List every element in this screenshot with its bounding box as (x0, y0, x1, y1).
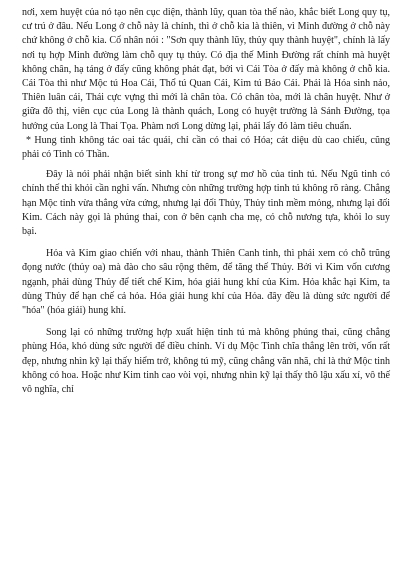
paragraph-2-note: * Hung tinh không tác oai tác quái, chỉ cần có thai có Hóa; cát diệu dù cao chiếu, cũng phải có Tinh có Thần. (22, 134, 390, 161)
paragraph-4: Hỏa và Kim giao chiến với nhau, thành Thiên Canh tinh, thì phải xem có chỗ trũng đọng nước (thủy oa) mà đào cho sâu rộng thêm, để tăng thế Thủy. Bởi vì Kim vốn cương ngạnh, phải dùng Thủy để tiết chế Kim, hóa giải hung khí của Kim. Hỏa khắc hại Kim, ta dùng Thủy để hạn chế cả hỏa. Hóa giải hung khí của Hỏa. đây đều là dùng sức người để "hóa" (hóa giải) hung khí. (22, 248, 390, 317)
document-page (22, 6, 390, 397)
paragraph-3: Đây là nói phải nhận biết sinh khí từ trong sự mơ hồ của tinh tú. Nếu Ngũ tinh có chính thế thì khỏi cần nghi vấn. Nhưng còn những trường hợp tinh tú không rõ ràng. Chẳng hạn Mộc tinh vừa thẳng vừa cứng, nhưng lại đối Thủy, Thủy tinh mềm mỏng, nhưng lại đối Kim. Cách này gọi là phúng thai, con ở bên cạnh cha mẹ, có chỗ nương tựa, khỏi lo suy bại. (22, 169, 390, 238)
paragraph-5: Song lại có những trường hợp xuất hiện tinh tú mà không phúng thai, cũng chẳng phùng Hóa, khó dùng sức người để điều chỉnh. Ví dụ Mộc Tinh chĩa thẳng lên trời, vốn rất đẹp, nhưng nhìn kỹ lại thấy hiểm trở, không tú mỹ, cũng chẳng văn nhã, chỉ là thứ Mộc tinh không có hoa. Hoặc như Kim tinh cao vòi vọi, nhưng nhìn kỹ lại thấy thô lậu xấu xí, vô thế vô nghĩa, chỉ (22, 327, 391, 396)
paragraph-1: nơi, xem huyệt của nó tạo nên cục diện, thành lũy, quan tòa thế nào, khắc biết Long quy tụ, cư trú ở đâu. Nếu Long ở chỗ này là chính, thì ở chỗ kia là thiên, vì Minh đường ở chỗ này chứ không ở chỗ kia. Cổ nhân nói : "Sơn quy thành lũy, thủy quy thành huyệt", chính là lấy nơi tụ hợp Minh đường làm chỗ quy tụ thủy. Có địa thế Minh Đường rất chính mà huyệt không chân, hạ táng ở đấy cũng không phát đạt, bởi vì Cái Tòa ở đấy mà không ở chỗ kia. Cái Tòa thì như Mộc tú Hoa Cái, Thổ tú Quan Cái, Kim tú Bảo Cái. Phải là Hóa sinh nảo, Thiên luân cái, Thái cực vựng thì mới là chân tòa. Có chân tòa, mới là chân huyệt. Như ở giữa đô thị, viên cục của Long là thành quách, Long có huyệt trường là Sảnh Đường, tọa hướng của Long là Thai Tọa. Phàm nơi Long dừng lại, phải lấy đó làm tiêu chuẩn. (22, 7, 390, 132)
